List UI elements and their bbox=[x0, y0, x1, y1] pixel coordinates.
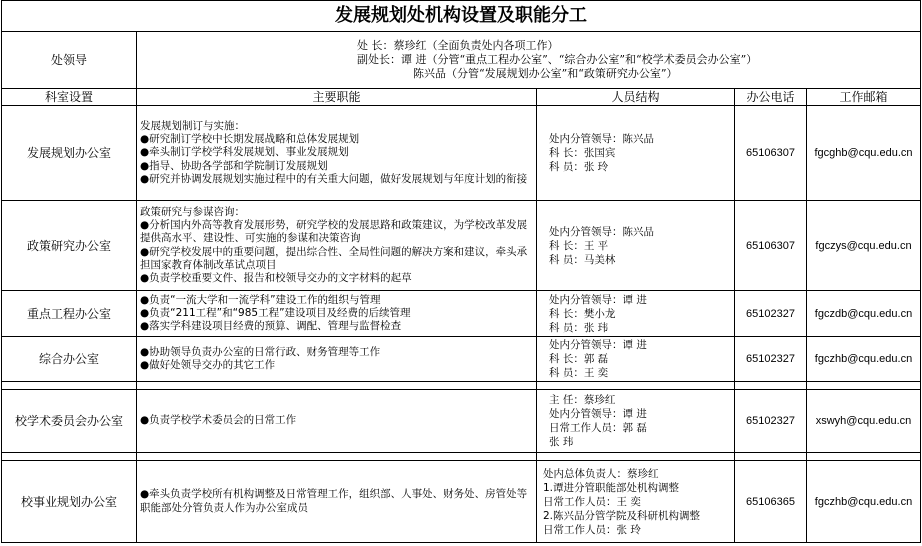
table-row bbox=[2, 461, 921, 543]
table-row bbox=[2, 390, 921, 453]
department-staff bbox=[537, 461, 735, 543]
staff-line: 日常工作人员：郭 磊 bbox=[549, 422, 647, 434]
table-row bbox=[2, 291, 921, 337]
duty-line: 发展规划制订与实施： bbox=[140, 119, 245, 132]
department-duties bbox=[137, 461, 537, 543]
staff-line: 张 玮 bbox=[549, 436, 574, 448]
staff-line: 科 长：郭 磊 bbox=[549, 353, 609, 365]
header-row bbox=[2, 89, 921, 106]
office-email: fgczhb@cqu.edu.cn bbox=[807, 337, 921, 382]
department-duties bbox=[137, 291, 537, 337]
duty-line: ●分析国内外高等教育发展形势，研究学校的发展思路和政策建议，为学校改革发展提供高水平、建设性、可实施的参谋和决策咨询 bbox=[140, 219, 528, 245]
department-staff bbox=[537, 201, 735, 291]
staff-line: 处内分管领导：陈兴品 bbox=[549, 225, 654, 238]
department-staff bbox=[537, 337, 735, 382]
column-header: 主要职能 bbox=[137, 89, 537, 106]
duty-line: ●研究学校发展中的重要问题，提出综合性、全局性问题的解决方案和建议，牵头承担国家教育体制改革试点项目 bbox=[140, 245, 528, 271]
duty-line: ●研究制订学校中长期发展战略和总体发展规划 bbox=[140, 133, 360, 146]
duty-line: ●牵头制订学校学科发展规划、事业发展规划 bbox=[140, 146, 349, 159]
duty-line: ●落实学科建设项目经费的预算、调配、管理与监督检查 bbox=[140, 320, 402, 333]
department-name: 政策研究办公室 bbox=[2, 201, 137, 291]
staff-line: 处内分管领导：谭 进 bbox=[549, 339, 647, 351]
staff-line: 科 长：王 平 bbox=[549, 239, 609, 252]
staff-line: 日常工作人员：张 玲 bbox=[543, 523, 641, 536]
leadership-row bbox=[2, 32, 921, 89]
staff-line: 科 员：张 玮 bbox=[549, 321, 609, 334]
column-header: 办公电话 bbox=[735, 89, 807, 106]
department-name: 校事业规划办公室 bbox=[2, 461, 137, 543]
staff-line: 科 员：王 奕 bbox=[549, 367, 609, 379]
staff-line: 处内分管领导：陈兴品 bbox=[549, 133, 654, 145]
department-name: 校学术委员会办公室 bbox=[2, 390, 137, 453]
leadership-line: 处 长：蔡珍红（全面负责处内各项工作） bbox=[357, 39, 559, 52]
staff-line: 处内分管领导：谭 进 bbox=[549, 408, 647, 420]
staff-line: 1.谭进分管职能部处机构调整 bbox=[543, 481, 680, 494]
staff-line: 主 任：蔡珍红 bbox=[549, 394, 616, 406]
staff-line: 处内分管领导：谭 进 bbox=[549, 293, 647, 306]
office-email: fgczdb@cqu.edu.cn bbox=[807, 291, 921, 337]
office-email: fgcghb@cqu.edu.cn bbox=[807, 106, 921, 201]
leadership-list bbox=[137, 32, 921, 89]
duty-line: ●负责学校重要文件、报告和校领导交办的文字材料的起草 bbox=[140, 271, 412, 284]
duty-line: ●牵头负责学校所有机构调整及日常管理工作，组织部、人事处、财务处、房管处等职能部处分管负责人作为办公室成员 bbox=[140, 488, 528, 514]
staff-line: 2.陈兴品分管学院及科研机构调整 bbox=[543, 509, 701, 522]
office-phone: 65102327 bbox=[735, 337, 807, 382]
office-email: fgczys@cqu.edu.cn bbox=[807, 201, 921, 291]
office-phone: 65106307 bbox=[735, 106, 807, 201]
duty-line: ●做好处领导交办的其它工作 bbox=[140, 359, 276, 371]
column-header: 科室设置 bbox=[2, 89, 137, 106]
table-row bbox=[2, 106, 921, 201]
department-duties bbox=[137, 390, 537, 453]
leadership-line: 副处长：谭 进（分管“重点工程办公室”、“综合办公室”和“校学术委员会办公室”） bbox=[357, 53, 758, 66]
spacer-row bbox=[2, 382, 921, 390]
staff-line: 科 员：张 玲 bbox=[549, 161, 609, 173]
department-name: 综合办公室 bbox=[2, 337, 137, 382]
department-name: 发展规划办公室 bbox=[2, 106, 137, 201]
department-name: 重点工程办公室 bbox=[2, 291, 137, 337]
leadership-line: 陈兴品（分管“发展规划办公室”和“政策研究办公室”） bbox=[413, 67, 678, 80]
staff-line: 处内总体负责人：蔡珍红 bbox=[543, 467, 659, 480]
duty-line: 政策研究与参谋咨询： bbox=[140, 205, 245, 218]
department-duties bbox=[137, 201, 537, 291]
department-staff bbox=[537, 291, 735, 337]
department-duties bbox=[137, 106, 537, 201]
duty-line: ●负责“211工程”和“985工程”建设项目及经费的后续管理 bbox=[140, 306, 411, 319]
duty-line: ●负责学校学术委员会的日常工作 bbox=[140, 414, 297, 427]
staff-line: 科 长：樊小龙 bbox=[549, 307, 616, 320]
duty-line: ●指导、协助各学部和学院制订发展规划 bbox=[140, 159, 328, 172]
staff-line: 日常工作人员：王 奕 bbox=[543, 495, 641, 508]
staff-line: 科 员：马美林 bbox=[549, 253, 616, 266]
department-staff bbox=[537, 390, 735, 453]
department-staff bbox=[537, 106, 735, 201]
leadership-label: 处领导 bbox=[2, 32, 137, 89]
office-phone: 65106307 bbox=[735, 201, 807, 291]
table-row bbox=[2, 337, 921, 382]
column-header: 工作邮箱 bbox=[807, 89, 921, 106]
office-phone: 65102327 bbox=[735, 390, 807, 453]
duty-line: ●负责“一流大学和一流学科”建设工作的组织与管理 bbox=[140, 293, 381, 306]
office-phone: 65102327 bbox=[735, 291, 807, 337]
office-email: fgczhb@cqu.edu.cn bbox=[807, 461, 921, 543]
page-title: 发展规划处机构设置及职能分工 bbox=[2, 1, 921, 32]
org-function-table bbox=[1, 0, 921, 543]
duty-line: ●研究并协调发展规划实施过程中的有关重大问题，做好发展规划与年度计划的衔接 bbox=[140, 172, 528, 185]
staff-line: 科 长：张国宾 bbox=[549, 147, 616, 159]
department-duties bbox=[137, 337, 537, 382]
office-email: xswyh@cqu.edu.cn bbox=[807, 390, 921, 453]
duty-line: ●协助领导负责办公室的日常行政、财务管理等工作 bbox=[140, 345, 381, 358]
spacer-row bbox=[2, 453, 921, 461]
table-row bbox=[2, 201, 921, 291]
column-header: 人员结构 bbox=[537, 89, 735, 106]
office-phone: 65106365 bbox=[735, 461, 807, 543]
